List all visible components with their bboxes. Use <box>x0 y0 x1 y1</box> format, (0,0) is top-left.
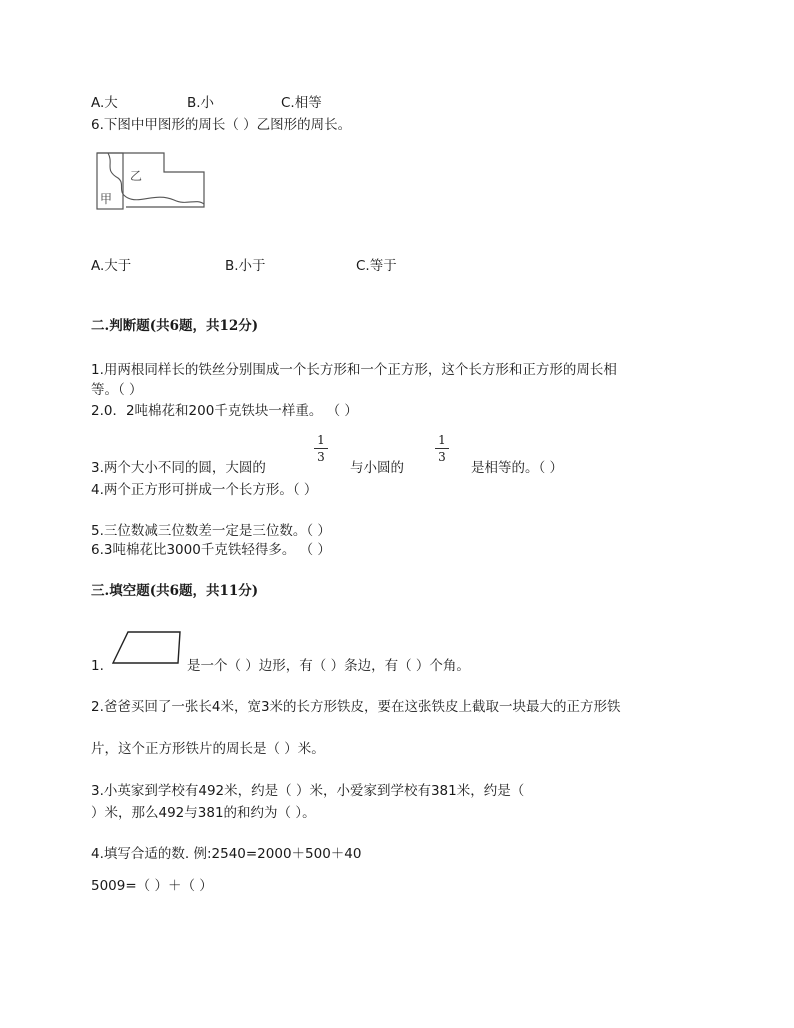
figure-label-yi: 乙 <box>130 169 143 183</box>
q6-figure <box>96 152 208 210</box>
s2-q3-part3: 是相等的。（ ） <box>471 460 564 476</box>
q5-option-a: A.大 <box>91 95 118 111</box>
fraction-denominator: 3 <box>317 450 325 464</box>
q5-option-c: C.相等 <box>281 95 322 111</box>
figure-label-jia: 甲 <box>100 192 113 206</box>
fraction-denominator: 3 <box>438 450 446 464</box>
fraction-bar <box>435 448 449 449</box>
fraction-numerator: 1 <box>317 433 325 447</box>
s2-q3-part2: 与小圆的 <box>350 460 404 476</box>
q6-stem: 6.下图中甲图形的周长（ ）乙图形的周长。 <box>91 117 352 133</box>
s2-q5: 5.三位数减三位数差一定是三位数。（ ） <box>91 523 331 539</box>
s3-q3-line2: ）米，那么492与381的和约为（ ）。 <box>91 805 316 821</box>
s2-q1-line1: 1.用两根同样长的铁丝分别围成一个长方形和一个正方形，这个长方形和正方形的周长相 <box>91 362 617 378</box>
s2-q6: 6.3吨棉花比3000千克铁轻得多。 （ ） <box>91 542 331 558</box>
fraction-numerator: 1 <box>438 433 446 447</box>
s2-q3-fraction-1 <box>314 434 328 463</box>
s3-q1-number: 1. <box>91 658 104 674</box>
s3-q1-text: 是一个（ ）边形，有（ ）条边，有（ ）个角。 <box>187 658 470 674</box>
section3-heading: 三.填空题(共6题，共11分) <box>91 583 259 599</box>
section2-heading: 二.判断题(共6题，共12分) <box>91 318 259 334</box>
q6-option-a: A.大于 <box>91 258 132 274</box>
s2-q3-fraction-2 <box>435 434 449 463</box>
s3-q2-line1: 2.爸爸买回了一张长4米，宽3米的长方形铁皮，要在这张铁皮上截取一块最大的正方形铁 <box>91 699 621 715</box>
s2-q4: 4.两个正方形可拼成一个长方形。（ ） <box>91 482 318 498</box>
s3-q4-line1: 4.填写合适的数. 例:2540=2000＋500＋40 <box>91 846 362 862</box>
fraction-bar <box>314 448 328 449</box>
q6-option-c: C.等于 <box>356 258 397 274</box>
s3-q4-line2: 5009=（ ）＋（ ） <box>91 878 213 894</box>
s3-q2-line2: 片，这个正方形铁片的周长是（ ）米。 <box>91 741 325 757</box>
q5-option-b: B.小 <box>187 95 215 111</box>
s2-q3-part1: 3.两个大小不同的圆，大圆的 <box>91 460 266 476</box>
parallelogram-figure <box>110 630 184 666</box>
s2-q2: 2.0．2吨棉花和200千克铁块一样重。 （ ） <box>91 403 358 419</box>
s2-q1-line2: 等。（ ） <box>91 382 143 398</box>
q6-option-b: B.小于 <box>225 258 266 274</box>
s3-q3-line1: 3.小英家到学校有492米，约是（ ）米，小爱家到学校有381米，约是（ <box>91 783 525 799</box>
